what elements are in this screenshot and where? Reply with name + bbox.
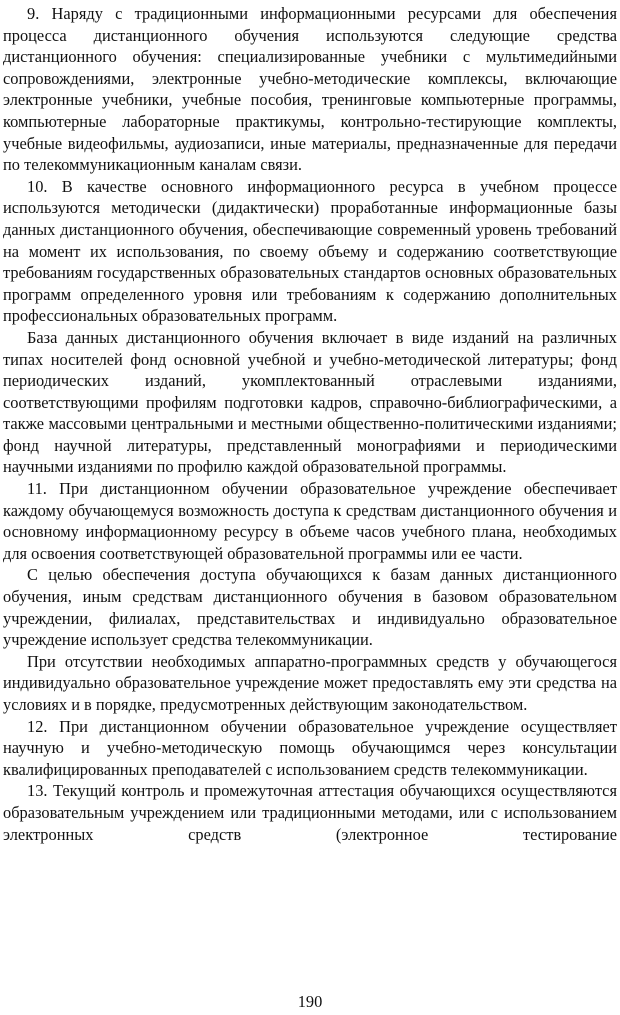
paragraph-11: 11. При дистанционном обучении образовательное учреждение обеспечивает каждому обучающемуся возможность доступа к средствам дистанционного обучения и основному информационному ресурсу в объеме часов учебного плана, необходимых для освоения соответствующей образовательной программы или ее части. xyxy=(3,479,617,563)
paragraph-9: 9. Наряду с традиционными информационными ресурсами для обеспечения процесса дистанционного обучения используются следующие средства дистанционного обучения: специализированные учебники с мультимедийными сопровождениями, электронные учебно-методические комплексы, включающие электронные учебники, учебные пособия, тренинговые компьютерные программы, компьютерные лабораторные практикумы, контрольно-тестирующие комплекты, учебные видеофильмы, аудиозаписи, иные материалы, предназначенные для передачи по телекоммуникационным каналам связи. xyxy=(3,4,617,175)
page-number: 190 xyxy=(297,992,323,1011)
paragraph-12: 12. При дистанционном обучении образовательное учреждение осуществляет научную и учебно-методическую помощь обучающимся через консультации квалифицированных преподавателей с использованием средств телекоммуникации. xyxy=(3,716,617,779)
paragraph-database: База данных дистанционного обучения включает в виде изданий на различных типах носителей фонд основной учебной и учебно-методической литературы; фонд периодических изданий, укомплектованный отраслевыми изданиями, соответствующими профилям подготовки кадров, справочно-библиографическими, а также массовыми центральными и местными общественно-политическими изданиями; фонд научной литературы, представленный монографиями и периодическими научными изданиями по профилю каждой образовательной программы. xyxy=(3,327,617,477)
paragraph-access: С целью обеспечения доступа обучающихся к базам данных дистанционного обучения, иным средствам дистанционного обучения в базовом образовательном учреждении, филиалах, представительствах и индивидуально образовательное учреждение использует средства телекоммуникации. xyxy=(3,565,617,650)
paragraph-10: 10. В качестве основного информационного ресурса в учебном процессе используются методически (дидактически) проработанные информационные базы данных дистанционного обучения, обеспечивающие современный уровень требований на момент их использования, по своему объему и содержанию соответствующие требованиям государственных образовательных стандартов основных образовательных программ определенного уровня или требованиям к содержанию дополнительных профессиональных образовательных программ. xyxy=(3,176,617,326)
body-text xyxy=(3,3,617,845)
paragraph-equipment: При отсутствии необходимых аппаратно-программных средств у обучающегося индивидуально образовательное учреждение может предоставлять ему эти средства на условиях и в порядке, предусмотренных действующим законодательством. xyxy=(3,651,617,714)
paragraph-13: 13. Текущий контроль и промежуточная аттестация обучающихся осуществляются образовательным учреждением или традиционными методами, или с использованием электронных средств (электронное тестирование xyxy=(3,781,617,844)
